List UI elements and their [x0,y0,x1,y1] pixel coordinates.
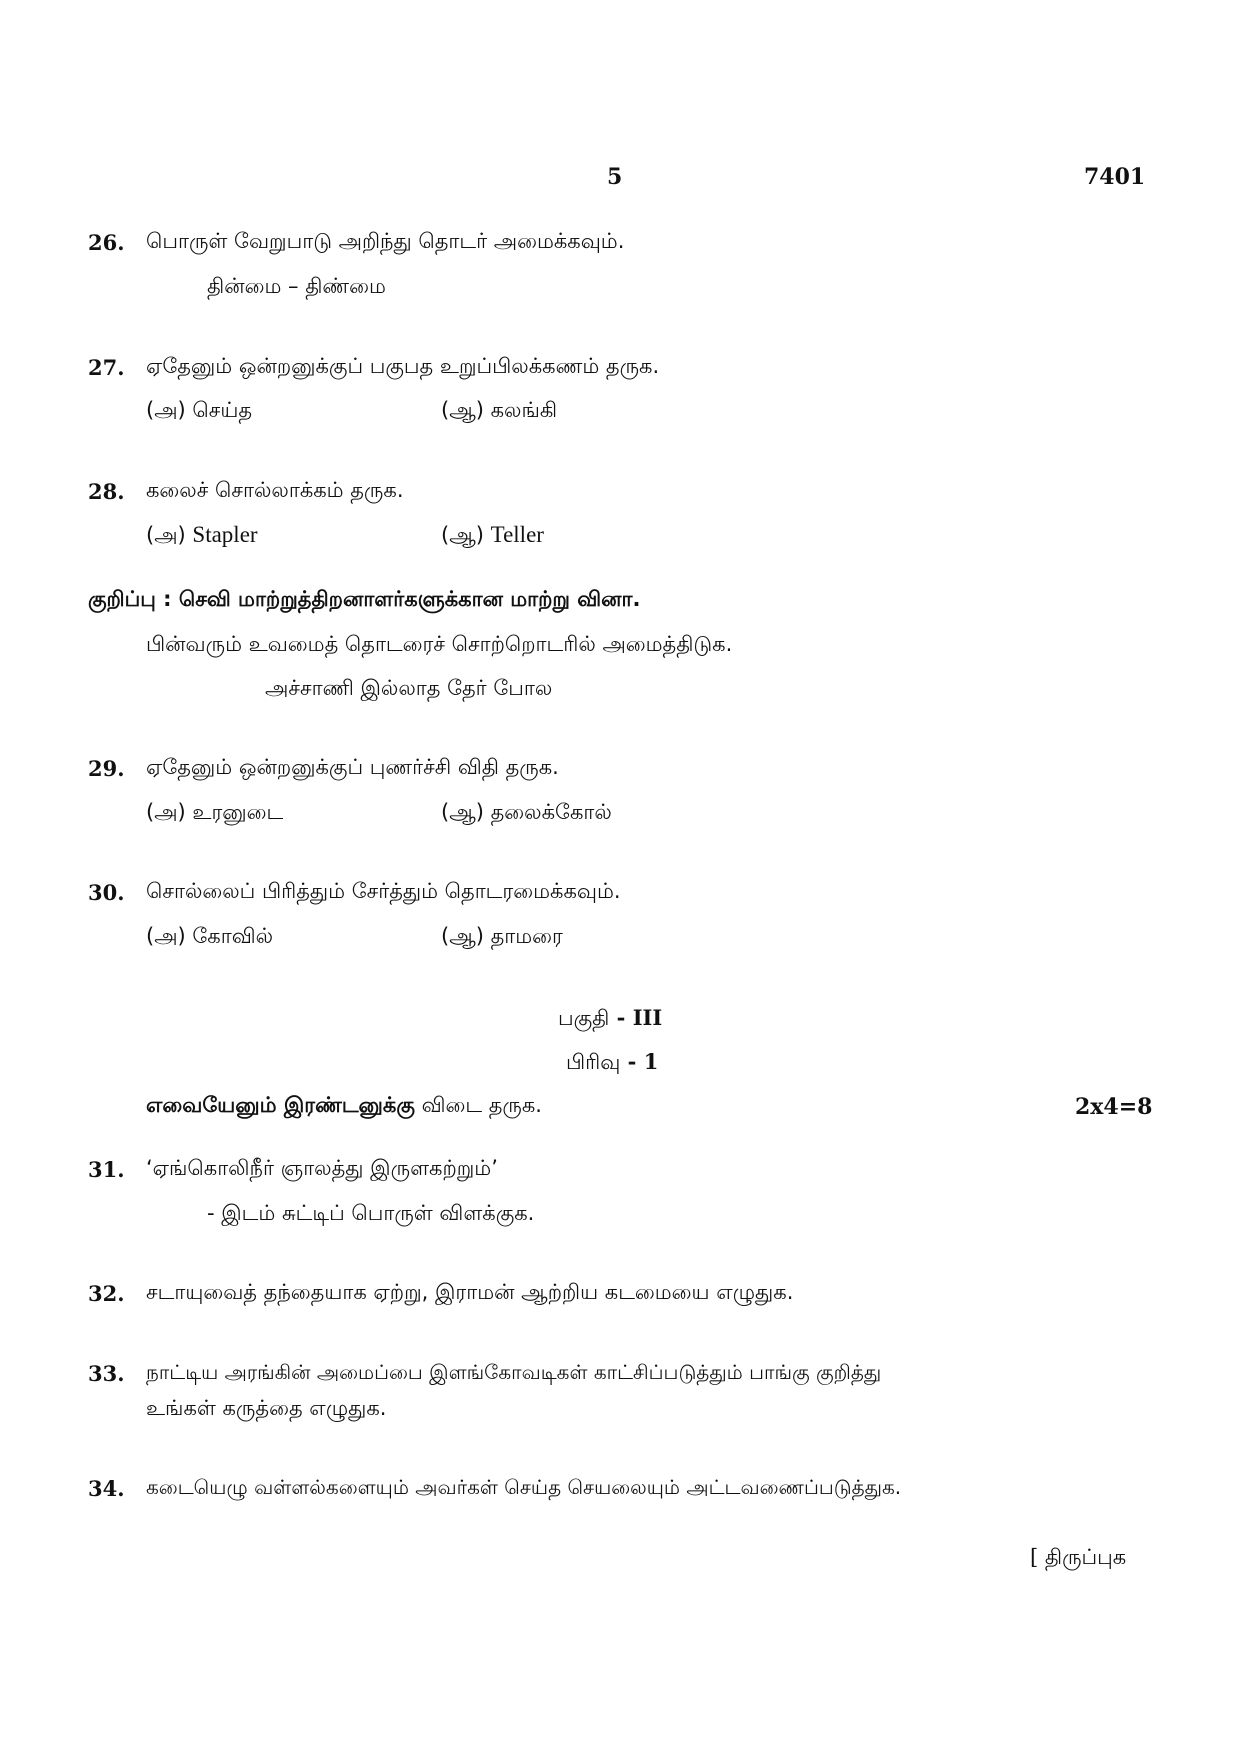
question-number: 26. [88,230,125,255]
question-number: 29. [88,756,125,781]
question-text: சடாயுவைத் தந்தையாக ஏற்று, இராமன் ஆற்றிய கடமையை எழுதுக. [146,1280,794,1304]
question-subtext: - இடம் சுட்டிப் பொருள் விளக்குக. [207,1201,535,1225]
option-a [146,522,258,550]
bracket: [ [1030,1545,1045,1569]
question-text-line-1: நாட்டிய அரங்கின் அமைப்பை இளங்கோவடிகள் காட்சிப்படுத்தும் பாங்கு குறித்து [146,1360,882,1384]
simile-phrase: அச்சாணி இல்லாத தேர் போல [265,676,553,700]
division-heading [566,1049,658,1077]
page-number: 5 [607,164,623,190]
note-title: குறிப்பு : செவி மாற்றுத்திறனாளர்களுக்கான மாற்று வினா. [88,587,641,611]
part-number: - III [609,1005,663,1030]
instruction-rest: விடை தருக. [414,1093,542,1117]
option-a: (அ) உரனுடை [146,800,284,824]
question-text: கலைச் சொல்லாக்கம் தருக. [146,478,404,502]
question-text: சொல்லைப் பிரித்தும் சேர்த்தும் தொடரமைக்கவும். [146,879,621,903]
word-pair: தின்மை – திண்மை [207,274,386,298]
option-b: (ஆ) தலைக்கோல் [441,800,612,824]
option-b: (ஆ) தாமரை [441,924,563,948]
question-number: 28. [88,479,125,504]
question-text-line-2: உங்கள் கருத்தை எழுதுக. [146,1396,387,1420]
paper-code: 7401 [1084,164,1146,190]
turn-over-text: திருப்புக [1044,1545,1127,1569]
option-word: Stapler [192,522,258,547]
option-marker: (அ) [146,523,186,547]
question-number: 31. [88,1157,125,1182]
marks-allocation: 2x4=8 [1075,1094,1153,1120]
question-number: 27. [88,355,125,380]
question-text: ஏதேனும் ஒன்றனுக்குப் புணர்ச்சி விதி தருக. [146,755,559,779]
division-label: பிரிவு [566,1050,621,1074]
turn-over-note [1030,1545,1126,1572]
question-number: 33. [88,1361,125,1386]
question-text: கடையெழு வள்ளல்களையும் அவர்கள் செய்த செயலையும் அட்டவணைப்படுத்துக. [146,1475,902,1499]
question-number: 32. [88,1281,125,1306]
option-word: Teller [490,522,544,547]
question-number: 34. [88,1476,125,1501]
question-text: ஏதேனும் ஒன்றனுக்குப் பகுபத உறுப்பிலக்கணம் தருக. [146,354,660,378]
option-marker: (ஆ) [441,523,484,547]
option-b: (ஆ) கலங்கி [441,398,558,422]
note-text: பின்வரும் உவமைத் தொடரைச் சொற்றொடரில் அமைத்திடுக. [146,632,733,656]
question-number: 30. [88,880,125,905]
option-a: (அ) கோவில் [146,924,274,948]
division-number: - 1 [620,1049,659,1074]
section-instruction [146,1093,542,1120]
question-text: பொருள் வேறுபாடு அறிந்து தொடர் அமைக்கவும். [146,229,625,253]
instruction-bold: எவையேனும் இரண்டனுக்கு [146,1093,415,1117]
question-text: ‘ஏங்கொலிநீர் ஞாலத்து இருளகற்றும்’ [146,1156,498,1180]
part-heading [558,1005,662,1033]
option-a: (அ) செய்த [146,398,253,422]
option-b [441,522,544,550]
part-label: பகுதி [558,1006,610,1030]
